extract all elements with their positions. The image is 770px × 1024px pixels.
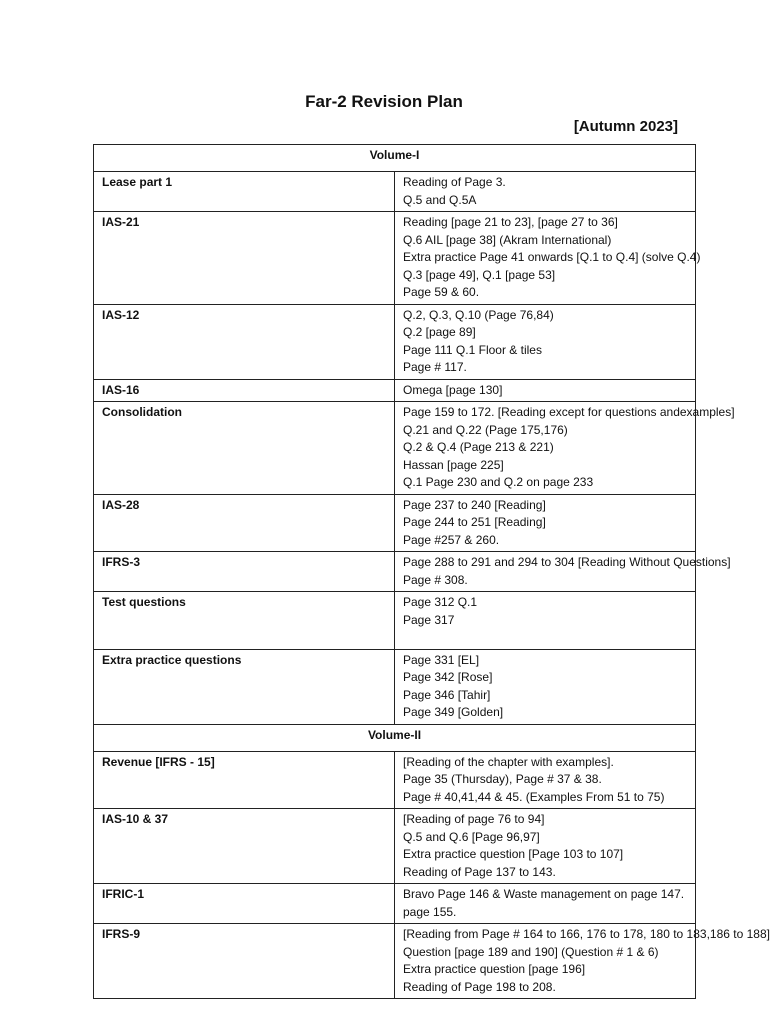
task-line: Page 346 [Tahir] <box>403 687 491 702</box>
topic-cell: IAS-28 <box>94 494 395 552</box>
topic-cell: IFRIC-1 <box>94 884 395 924</box>
topic-cell: Consolidation <box>94 402 395 495</box>
task-line: Page 312 Q.1 <box>403 595 478 609</box>
task-line: Page 331 [EL] <box>403 652 480 667</box>
task-line: Extra practice Page 41 onwards [Q.1 to Q.4] (solve Q.4) <box>403 250 701 264</box>
task-line: Q.2, Q.3, Q.10 (Page 76,84) <box>403 307 554 322</box>
topic-cell: IAS-12 <box>94 304 395 379</box>
tasks-cell <box>395 304 696 379</box>
task-line: Page 35 (Thursday), Page # 37 & 38. <box>403 772 602 786</box>
topic-cell: IFRS-3 <box>94 552 395 592</box>
page-title: Far-2 Revision Plan <box>305 92 463 111</box>
task-line: Page 317 <box>403 612 455 627</box>
topic-cell: Extra practice questions <box>94 649 395 724</box>
task-line: Reading of Page 3. <box>403 175 506 189</box>
task-line: Q.2 [page 89] <box>403 325 476 339</box>
term-label: [Autumn 2023] <box>573 118 678 135</box>
topic-cell: IAS-16 <box>94 379 395 402</box>
task-line: Q.5 and Q.5A <box>403 192 477 207</box>
task-line: [Reading from Page # 164 to 166, 176 to 178, 180 to 183,186 to 188] <box>403 927 770 941</box>
table-row <box>94 649 696 724</box>
tasks-cell <box>395 924 770 999</box>
revision-plan-body <box>94 145 770 999</box>
topic-cell: IFRS-9 <box>94 924 395 999</box>
tasks-cell <box>395 212 701 305</box>
task-line: Page # 308. <box>403 572 468 587</box>
topic-cell: IAS-10 & 37 <box>94 809 395 884</box>
tasks-cell <box>395 402 735 495</box>
task-line: Reading of Page 137 to 143. <box>403 864 556 879</box>
topic-cell: IAS-21 <box>94 212 395 305</box>
table-row <box>94 379 696 402</box>
task-line: Page # 117. <box>403 360 467 374</box>
task-line: Q.3 [page 49], Q.1 [page 53] <box>403 267 556 282</box>
table-row <box>94 304 696 379</box>
table-row <box>94 884 696 924</box>
table-row <box>94 552 696 592</box>
task-line: Page 237 to 240 [Reading] <box>403 497 546 512</box>
table-row <box>94 172 696 212</box>
table-row <box>94 212 696 305</box>
tasks-cell <box>395 494 696 552</box>
task-line: Reading [page 21 to 23], [page 27 to 36] <box>403 215 618 229</box>
topic-cell: Test questions <box>94 592 395 650</box>
task-line: Page 349 [Golden] <box>403 705 504 719</box>
task-line: Page 288 to 291 and 294 to 304 [Reading Without Questions] <box>403 555 731 569</box>
task-line: Extra practice question [Page 103 to 107] <box>403 847 624 861</box>
task-line: Q.2 & Q.4 (Page 213 & 221) <box>403 440 554 454</box>
task-line: Page #257 & 260. <box>403 532 500 547</box>
table-row <box>94 809 696 884</box>
task-line: Page 111 Q.1 Floor & tiles <box>403 342 542 357</box>
task-line: [Reading of the chapter with examples]. <box>403 754 614 769</box>
task-line: Page 159 to 172. [Reading except for questions andexamples] <box>403 405 735 419</box>
task-line: Q.6 AIL [page 38] (Akram International) <box>403 232 612 247</box>
table-row <box>94 924 696 999</box>
task-line: Q.5 and Q.6 [Page 96,97] <box>403 829 540 844</box>
tasks-cell <box>395 592 696 650</box>
task-line <box>403 629 687 647</box>
task-line: Q.1 Page 230 and Q.2 on page 233 <box>403 475 594 489</box>
task-line: Page # 40,41,44 & 45. (Examples From 51 to 75) <box>403 789 665 804</box>
volume-heading: Volume-I <box>94 145 696 172</box>
task-line: Page 59 & 60. <box>403 285 480 299</box>
table-row <box>94 592 696 650</box>
task-line: Hassan [page 225] <box>403 457 504 472</box>
task-line: Page 244 to 251 [Reading] <box>403 515 546 529</box>
revision-plan-table <box>93 144 770 999</box>
task-line: Reading of Page 198 to 208. <box>403 979 556 994</box>
task-line: page 155. <box>403 904 457 919</box>
table-row <box>94 751 696 809</box>
task-line: Q.21 and Q.22 (Page 175,176) <box>403 422 568 437</box>
task-line: Question [page 189 and 190] (Question # 1 & 6) <box>403 944 659 959</box>
tasks-cell <box>395 751 696 809</box>
task-line: Page 342 [Rose] <box>403 670 493 684</box>
table-row <box>94 402 696 495</box>
topic-cell: Lease part 1 <box>94 172 395 212</box>
tasks-cell <box>395 649 696 724</box>
tasks-cell <box>395 809 696 884</box>
task-line: Bravo Page 146 & Waste management on page 147. <box>403 887 685 901</box>
tasks-cell <box>395 552 731 592</box>
tasks-cell <box>395 379 696 402</box>
volume-header-row <box>94 145 696 172</box>
table-row <box>94 494 696 552</box>
tasks-cell <box>395 172 696 212</box>
task-line: Omega [page 130] <box>403 382 503 397</box>
tasks-cell <box>395 884 696 924</box>
task-line: [Reading of page 76 to 94] <box>403 812 545 826</box>
topic-cell: Revenue [IFRS - 15] <box>94 751 395 809</box>
volume-heading: Volume-II <box>94 724 696 751</box>
volume-header-row <box>94 724 696 751</box>
task-line: Extra practice question [page 196] <box>403 962 586 976</box>
